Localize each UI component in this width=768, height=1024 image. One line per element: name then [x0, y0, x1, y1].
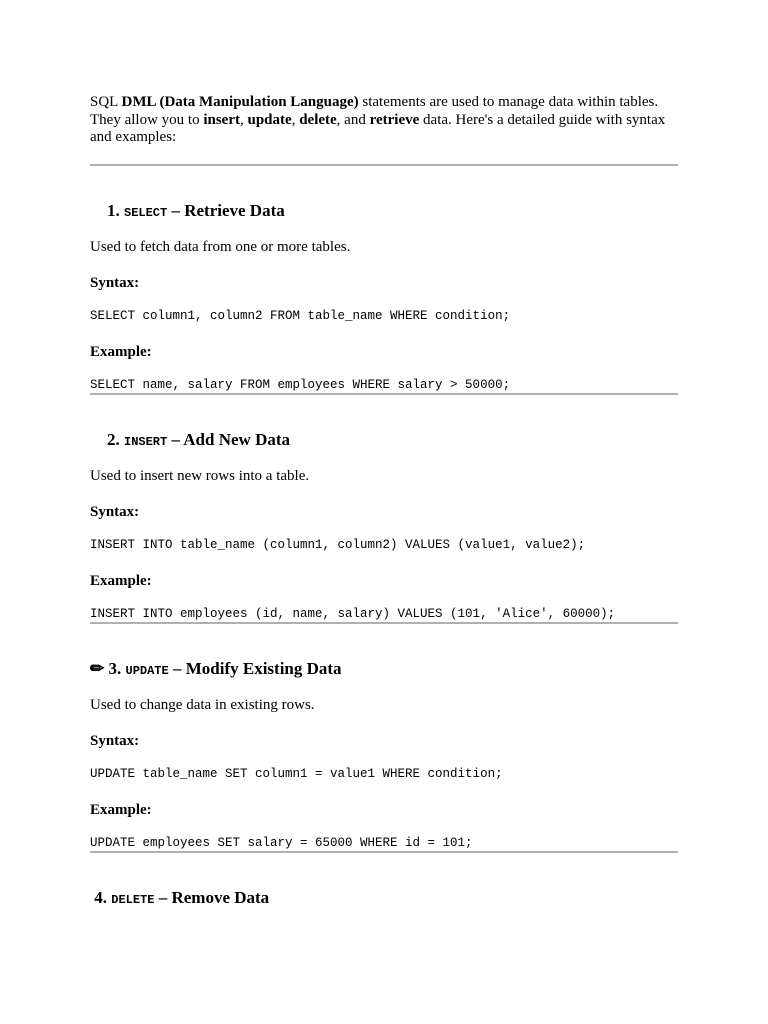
example-label: Example: [90, 802, 152, 818]
intro-bold-update: update [247, 111, 292, 128]
intro-text: , [240, 111, 248, 128]
intro-text: SQL [90, 94, 122, 110]
syntax-code: UPDATE table_name SET column1 = value1 WHERE condition; [90, 767, 503, 781]
example-label: Example: [90, 573, 152, 589]
intro-bold-insert: insert [203, 111, 240, 128]
section-description: Used to insert new rows into a table. [90, 468, 310, 484]
keyword-select: SELECT [124, 206, 168, 220]
intro-text: statements are used to manage data within tables. They allow you to [90, 94, 659, 128]
intro-paragraph [90, 94, 678, 147]
section-description: Used to change data in existing rows. [90, 697, 315, 713]
horizontal-rule [90, 622, 678, 624]
syntax-label: Syntax: [90, 733, 140, 749]
example-code: UPDATE employees SET salary = 65000 WHERE id = 101; [90, 836, 473, 850]
section-description: Used to fetch data from one or more tables. [90, 239, 351, 255]
syntax-code: SELECT column1, column2 FROM table_name WHERE condition; [90, 309, 511, 323]
syntax-label: Syntax: [90, 275, 140, 291]
intro-text: , and [336, 111, 370, 128]
horizontal-rule [90, 851, 678, 853]
intro-text: data. Here's a detailed guide with syntax and examples: [90, 111, 666, 145]
section-heading-select: 1. SELECT – Retrieve Data [107, 201, 285, 220]
horizontal-rule [90, 393, 678, 395]
intro-bold-retrieve: retrieve [369, 111, 420, 128]
syntax-label: Syntax: [90, 504, 140, 520]
section-heading-update: ✏ 3. UPDATE – Modify Existing Data [90, 659, 342, 678]
keyword-delete: DELETE [111, 893, 155, 907]
syntax-code: INSERT INTO table_name (column1, column2) VALUES (value1, value2); [90, 538, 586, 552]
horizontal-rule [90, 164, 678, 166]
keyword-update: UPDATE [125, 664, 169, 678]
example-label: Example: [90, 344, 152, 360]
intro-bold-dml: DML (Data Manipulation Language) [121, 94, 359, 110]
section-heading-insert: 2. INSERT – Add New Data [107, 430, 291, 449]
pencil-icon: ✏ 3. [90, 659, 126, 678]
intro-bold-delete: delete [299, 111, 337, 128]
example-code: SELECT name, salary FROM employees WHERE salary > 50000; [90, 378, 511, 392]
example-code: INSERT INTO employees (id, name, salary) VALUES (101, 'Alice', 60000); [90, 607, 616, 621]
intro-text: , [291, 111, 300, 128]
keyword-insert: INSERT [124, 435, 168, 449]
section-heading-delete: 4. DELETE – Remove Data [90, 888, 270, 907]
